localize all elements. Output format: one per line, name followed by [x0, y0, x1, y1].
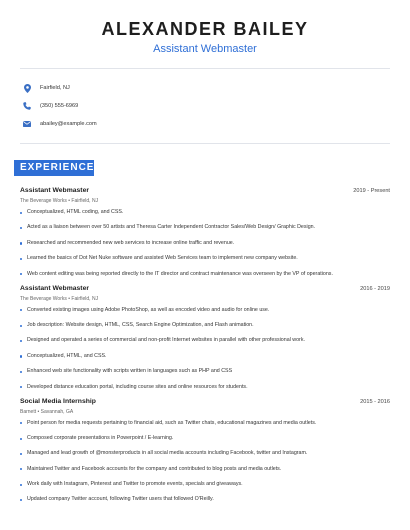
- job-bullet: Updated company Twitter account, following Twitter users that followed O'Reilly.: [20, 496, 390, 503]
- candidate-role: Assistant Webmaster: [153, 43, 257, 55]
- contact-phone: [22, 97, 410, 115]
- job-bullet: Web content editing was being reported directly to the IT director and contract maintenance was overseen by the VP of operations.: [20, 271, 390, 278]
- job-title: Assistant Webmaster: [20, 187, 90, 194]
- contact-divider: [20, 143, 390, 144]
- location-pin-icon: [22, 83, 32, 93]
- job-dates: 2015 - 2016: [360, 398, 390, 405]
- job-dates: 2016 - 2019: [360, 285, 390, 292]
- candidate-name: ALEXANDER BAILEY: [101, 19, 309, 39]
- contact-email: [22, 115, 410, 133]
- job-organization: The Beverage Works • Fairfield, NJ: [20, 198, 99, 204]
- job-entry: [20, 284, 390, 391]
- job-entry: [20, 397, 390, 504]
- contact-email-text: abailey@example.com: [40, 121, 97, 127]
- job-bullet: Acted as a liaison between over 50 artists and Theresa Carter Independent Contractor Sales/Web Design/ Graphic Design.: [20, 224, 390, 231]
- job-bullet: Converted existing images using Adobe PhotoShop, as well as encoded video and audio for online use.: [20, 307, 390, 314]
- job-dates: 2019 - Present: [353, 188, 390, 194]
- resume-header: [0, 0, 410, 56]
- contact-list: [0, 69, 410, 133]
- job-bullet: Conceptualized, HTML, and CSS.: [20, 353, 390, 360]
- contact-location: [22, 79, 410, 97]
- job-header: [20, 397, 390, 407]
- job-bullets: [20, 209, 390, 278]
- experience-list: [0, 176, 410, 503]
- job-bullet: Work daily with Instagram, Pinterest and Twitter to promote events, specials and giveaways.: [20, 481, 390, 488]
- job-bullets: [20, 420, 390, 504]
- job-header: [20, 186, 390, 196]
- job-title: Assistant Webmaster: [20, 284, 90, 292]
- job-title: Social Media Internship: [20, 397, 96, 405]
- job-organization: The Beverage Works • Fairfield, NJ: [20, 295, 99, 302]
- job-bullet: Conceptualized, HTML coding, and CSS.: [20, 209, 390, 216]
- job-bullet: Developed distance education portal, including course sites and online resources for students.: [20, 384, 390, 391]
- contact-phone-text: (350) 555-6969: [40, 103, 79, 109]
- job-bullet: Learned the basics of Dot Net Nuke software and assisted Web Services team to implement new company website.: [20, 255, 390, 262]
- job-organization: Barnett • Savannah, GA: [20, 408, 74, 415]
- job-entry: [20, 186, 390, 278]
- job-bullet: Designed and operated a series of commercial and non-profit Internet websites in parallel with other professional work.: [20, 337, 390, 344]
- phone-icon: [22, 101, 32, 111]
- email-icon: [22, 119, 32, 129]
- contact-location-text: Fairfield, NJ: [40, 85, 70, 91]
- job-header: [20, 284, 390, 294]
- job-bullet: Job description: Website design, HTML, CSS, Search Engine Optimization, and Flash animation.: [20, 322, 390, 329]
- job-bullet: Composed corporate presentations in Powerpoint / E-learning.: [20, 435, 390, 442]
- job-bullet: Point person for media requests pertaining to financial aid, such as Twitter chats, educational magazines and media outlets.: [20, 420, 390, 427]
- experience-section-title: EXPERIENCE: [14, 160, 94, 176]
- job-bullet: Maintained Twitter and Facebook accounts for the company and contributed to blog posts and media outlets.: [20, 466, 390, 473]
- job-bullet: Managed and lead growth of @monsterproducts in all social media accounts including Facebook, twitter and Instagram.: [20, 450, 390, 457]
- job-bullet: Enhanced web site functionality with scripts written in languages such as PHP and CSS: [20, 368, 390, 375]
- job-bullet: Researched and recommended new web services to increase online traffic and revenue.: [20, 240, 390, 247]
- job-bullets: [20, 307, 390, 391]
